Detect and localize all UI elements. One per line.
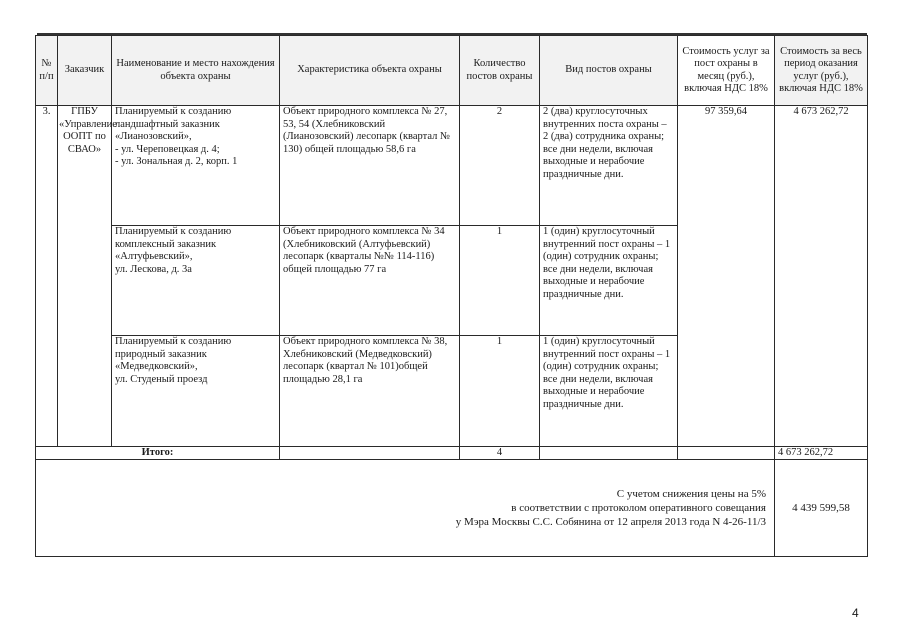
object-characteristic: Объект природного комплекса № 27, 53, 54 (Хлебниковский (Лианозовский) лесопарк (квартал № 130) общей площадью 58,6 га <box>280 106 460 226</box>
object-name: Планируемый к созданию комплексный заказник «Алтуфьевский», ул. Лескова, д. 3а <box>112 226 280 336</box>
total-row <box>36 447 868 460</box>
table-row <box>36 106 868 226</box>
total-count: 4 <box>460 447 540 460</box>
discount-line-3: у Мэра Москвы С.С. Собянина от 12 апреля 2013 года N 4-26-11/3 <box>455 516 766 528</box>
security-services-table <box>35 35 868 557</box>
discount-text <box>36 460 775 557</box>
row-number: 3. <box>36 106 58 447</box>
total-label: Итого: <box>36 447 280 460</box>
post-type: 2 (два) круглосуточных внутренних поста охраны – 2 (два) сотрудника охраны; все дни недели, включая выходные и нерабочие праздничные дни. <box>540 106 678 226</box>
object-name: Планируемый к созданию ландшафтный заказник «Лианозовский», - ул. Череповецкая д. 4; - ул. Зональная д. 2, корп. 1 <box>112 106 280 226</box>
cost-month-cell: 97 359,64 <box>678 106 775 447</box>
page-number: 4 <box>852 606 859 620</box>
post-count: 2 <box>460 106 540 226</box>
total-empty <box>678 447 775 460</box>
discount-line-1: С учетом снижения цены на 5% <box>616 488 766 500</box>
header-count: Количество постов охраны <box>460 36 540 106</box>
header-cost-month: Стоимость услуг за пост охраны в месяц (руб.), включая НДС 18% <box>678 36 775 106</box>
total-empty <box>540 447 678 460</box>
header-customer: Заказчик <box>58 36 112 106</box>
discount-line-2: в соответствии с протоколом оперативного совещания <box>511 502 766 514</box>
post-count: 1 <box>460 226 540 336</box>
discount-value: 4 439 599,58 <box>775 460 868 557</box>
customer-cell: ГПБУ «Управление ООПТ по СВАО» <box>58 106 112 447</box>
total-empty <box>280 447 460 460</box>
header-row <box>36 36 868 106</box>
post-count: 1 <box>460 336 540 447</box>
object-name: Планируемый к созданию природный заказник «Медведковский», ул. Студеный проезд <box>112 336 280 447</box>
total-value: 4 673 262,72 <box>775 447 868 460</box>
header-type: Вид постов охраны <box>540 36 678 106</box>
discount-row <box>36 460 868 557</box>
header-characteristic: Характеристика объекта охраны <box>280 36 460 106</box>
header-cost-total: Стоимость за весь период оказания услуг (руб.), включая НДС 18% <box>775 36 868 106</box>
cost-total-cell: 4 673 262,72 <box>775 106 868 447</box>
post-type: 1 (один) круглосуточный внутренний пост охраны – 1 (один) сотрудник охраны; все дни недели, включая выходные и нерабочие праздничные дни. <box>540 336 678 447</box>
header-num: № п/п <box>36 36 58 106</box>
object-characteristic: Объект природного комплекса № 38, Хлебниковский (Медведковский) лесопарк (квартал № 101)общей площадью 28,1 га <box>280 336 460 447</box>
header-name: Наименование и место нахождения объекта охраны <box>112 36 280 106</box>
object-characteristic: Объект природного комплекса № 34 (Хлебниковский (Алтуфьевский) лесопарк (кварталы №№ 114-116) общей площадью 77 га <box>280 226 460 336</box>
post-type: 1 (один) круглосуточный внутренний пост охраны – 1 (один) сотрудник охраны; все дни недели, включая выходные и нерабочие праздничные дни. <box>540 226 678 336</box>
